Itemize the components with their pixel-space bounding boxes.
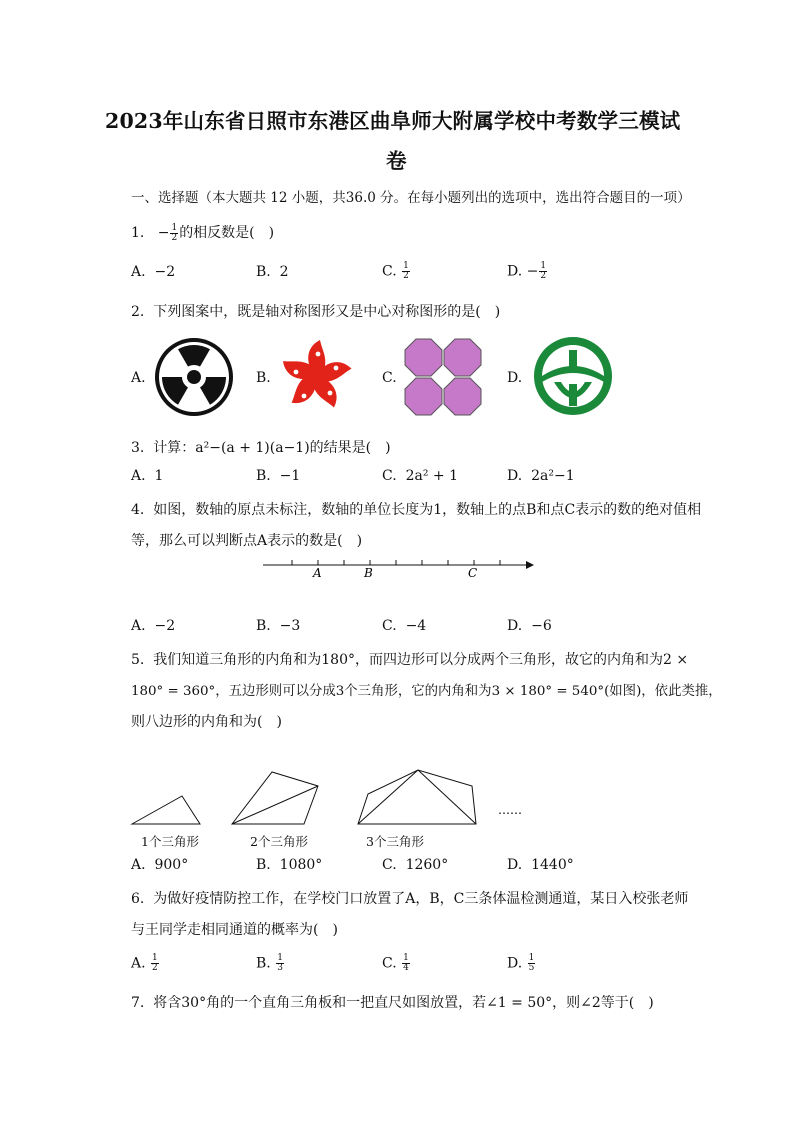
question-stem: 将含30°角的一个直角三角板和一把直尺如图放置，若∠1 = 50°，则∠2等于( ) [153, 995, 654, 1011]
q5-option-a[interactable]: A. 900° [131, 857, 189, 873]
question-stem: 如图，数轴的原点未标注，数轴的单位长度为1，数轴上的点B和点C表示的数的绝对值相 [153, 502, 702, 518]
question-stem: 为做好疫情防控工作，在学校门口放置了A，B，C三条体温检测通道，某日入校张老师 [153, 891, 689, 907]
question-stem: 下列图案中，既是轴对称图形又是中心对称图形的是( ) [153, 304, 501, 320]
point-b-label: B [364, 566, 373, 580]
page-title-line1: 2023年山东省日照市东港区曲阜师大附属学校中考数学三模试 [105, 109, 681, 133]
bauhinia-flower-icon [276, 336, 356, 416]
q1-option-d[interactable]: D. − $\frac{1}{2}$ [507, 261, 547, 281]
q4-option-a[interactable]: A. −2 [131, 618, 176, 634]
q4-option-c[interactable]: C. −4 [382, 618, 427, 634]
question-stem: 的相反数是( ) [179, 225, 275, 241]
number-line-figure [260, 555, 535, 583]
q2-option-d-label[interactable]: D. [507, 370, 523, 386]
section-header: 一、选择题（本大题共 12 小题，共36.0 分。在每小题列出的选项中，选出符合题目的一项） [131, 190, 691, 206]
ellipsis: …… [498, 803, 522, 817]
caption-2-triangles: 2个三角形 [250, 834, 308, 849]
q3-option-c[interactable]: C. 2a² + 1 [382, 468, 458, 484]
question-4-line2: 等，那么可以判断点A表示的数是( ) [131, 533, 363, 549]
polygon-triangulation-figure [128, 764, 548, 828]
question-number: 1. [131, 225, 145, 241]
q5-option-c[interactable]: C. 1260° [382, 857, 449, 873]
fraction: $\frac{1}{2}$ [171, 222, 178, 243]
question-5-line3: 则八边形的内角和为( ) [131, 714, 282, 730]
question-5-line2: 180° = 360°，五边形则可以分成3个三角形，它的内角和为3 × 180° = 540°(如图)，依此类推， [131, 684, 722, 699]
caption-3-triangles: 3个三角形 [366, 834, 424, 849]
radiation-symbol-icon [154, 337, 234, 417]
q2-option-c-label[interactable]: C. [382, 370, 397, 386]
question-6-line1: 6. 为做好疫情防控工作，在学校门口放置了A，B，C三条体温检测通道，某日入校张老师 [131, 891, 689, 907]
q3-option-b[interactable]: B. −1 [256, 468, 301, 484]
q6-option-d[interactable]: D. $\frac{1}{5}$ [507, 953, 535, 973]
green-food-logo-icon [532, 336, 614, 416]
question-7: 7. 将含30°角的一个直角三角板和一把直尺如图放置，若∠1 = 50°，则∠2等于( ) [131, 995, 654, 1011]
question-stem: 计算：a²−(a + 1)(a−1)的结果是( ) [153, 440, 391, 456]
question-3: 3. 计算：a²−(a + 1)(a−1)的结果是( ) [131, 440, 391, 456]
q4-option-d[interactable]: D. −6 [507, 618, 552, 634]
q1-option-a[interactable]: A. −2 [131, 264, 176, 280]
caption-1-triangle: 1个三角形 [141, 834, 199, 849]
question-1 [131, 222, 274, 243]
question-5-line1: 5. 我们知道三角形的内角和为180°，而四边形可以分成两个三角形，故它的内角和为2 × [131, 652, 689, 668]
q6-option-b[interactable]: B. $\frac{1}{3}$ [256, 953, 283, 973]
question-4-line1: 4. 如图，数轴的原点未标注，数轴的单位长度为1，数轴上的点B和点C表示的数的绝对值相 [131, 502, 702, 518]
question-stem: 我们知道三角形的内角和为180°，而四边形可以分成两个三角形，故它的内角和为2 × [153, 652, 689, 668]
point-c-label: C [468, 566, 478, 580]
q2-option-a-label[interactable]: A. [131, 370, 146, 386]
q5-option-b[interactable]: B. 1080° [256, 857, 323, 873]
q4-option-b[interactable]: B. −3 [256, 618, 301, 634]
question-2: 2. 下列图案中，既是轴对称图形又是中心对称图形的是( ) [131, 304, 501, 320]
four-octagons-icon [404, 338, 482, 416]
stem-prefix: − [157, 225, 170, 241]
q6-option-c[interactable]: C. $\frac{1}{4}$ [382, 953, 409, 973]
q6-option-a[interactable]: A. $\frac{1}{2}$ [131, 953, 158, 973]
q5-option-d[interactable]: D. 1440° [507, 857, 574, 873]
q3-option-d[interactable]: D. 2a²−1 [507, 468, 575, 484]
q3-option-a[interactable]: A. 1 [131, 468, 164, 484]
q1-option-c[interactable]: C. $\frac{1}{2}$ [382, 261, 409, 281]
point-a-label: A [313, 566, 322, 580]
page-title-line2: 卷 [386, 149, 407, 173]
question-6-line2: 与王同学走相同通道的概率为( ) [131, 922, 338, 938]
q1-option-b[interactable]: B. 2 [256, 264, 289, 280]
q2-option-b-label[interactable]: B. [256, 370, 271, 386]
